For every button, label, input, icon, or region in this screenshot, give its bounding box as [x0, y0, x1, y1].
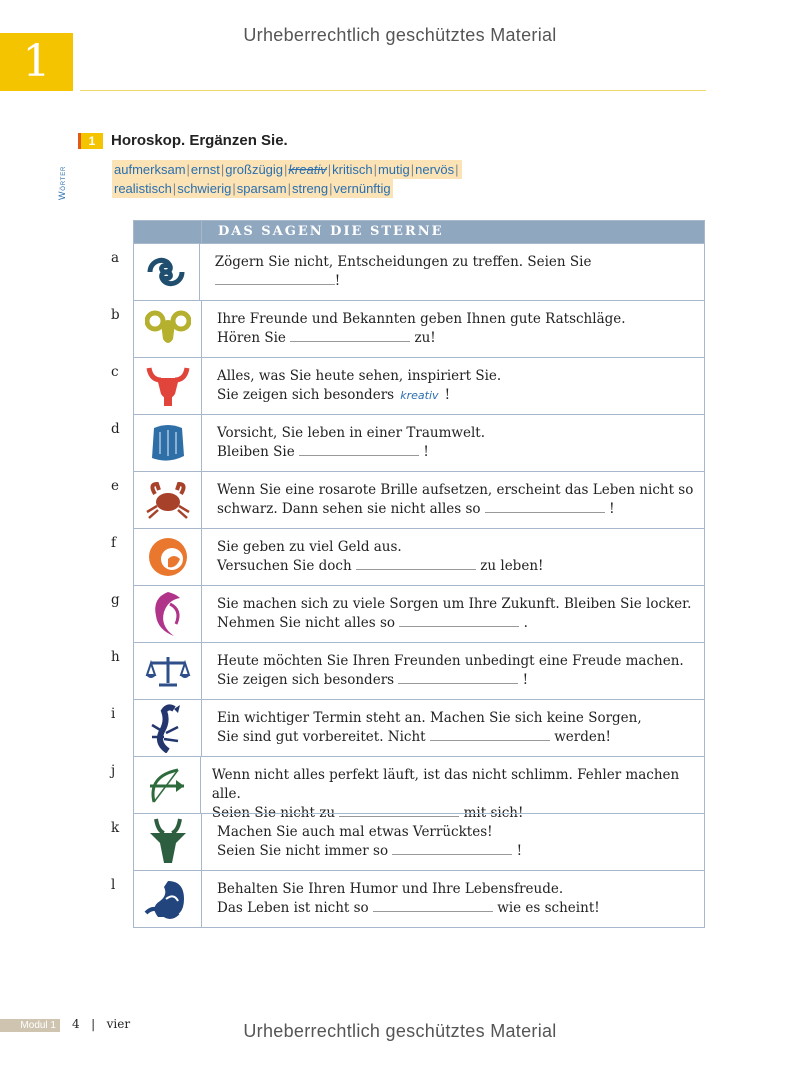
gemini-icon — [148, 422, 188, 464]
task-number: 1 — [78, 133, 103, 149]
sentence-before-blank: Zögern Sie nicht, Entscheidungen zu treffen. Seien Sie — [214, 254, 592, 270]
scorpio-icon — [148, 703, 188, 753]
zodiac-cell — [134, 358, 202, 414]
zodiac-cell — [134, 814, 202, 870]
word-bank-word: mutig — [377, 162, 410, 177]
sentence-line-1: Alles, was Sie heute sehen, inspiriert Sie. — [217, 368, 502, 384]
word-bank-word: großzügig — [225, 162, 284, 177]
sentence-line-2 — [217, 899, 600, 918]
table-row — [111, 414, 704, 471]
row-letter: d — [111, 421, 120, 437]
table-row — [111, 357, 704, 414]
sentence-line-2 — [217, 386, 501, 405]
horoscope-text — [202, 586, 691, 642]
word-bank-separator: | — [220, 162, 225, 177]
table-row — [111, 870, 704, 927]
word-bank-word: vernünftig — [333, 181, 391, 196]
sentence-after-blank: ! — [444, 387, 451, 403]
horoscope-text — [200, 244, 704, 300]
sentence-line-1: Machen Sie auch mal etwas Verrücktes! — [217, 824, 493, 840]
word-bank-line-2 — [112, 179, 393, 198]
sentence-line-1: Sie machen sich zu viele Sorgen um Ihre Zukunft. Bleiben Sie locker. — [217, 596, 692, 612]
sentence-after-blank: ! — [334, 273, 341, 289]
row-letter: l — [111, 877, 116, 893]
word-bank-word: sparsam — [236, 181, 287, 196]
word-bank-word: schwierig — [177, 181, 232, 196]
row-letter: g — [111, 592, 120, 608]
zodiac-cell — [134, 415, 202, 471]
sentence-line-2 — [217, 500, 693, 519]
sentence-before-blank: Sie zeigen sich besonders — [217, 672, 395, 688]
word-bank-separator: | — [287, 181, 292, 196]
word-bank-separator: | — [373, 162, 377, 177]
footer-page-info — [72, 1017, 130, 1031]
table-row — [111, 471, 704, 528]
sentence-before-blank: Das Leben ist nicht so — [217, 900, 369, 916]
horoscope-text — [202, 529, 543, 585]
sentence-before-blank: Sie sind gut vorbereitet. Nicht — [217, 729, 426, 745]
sentence-after-blank: mit sich! — [463, 805, 524, 821]
zodiac-cell — [134, 529, 202, 585]
word-bank-separator: | — [329, 181, 333, 196]
answer-blank[interactable] — [399, 614, 519, 627]
horoscope-text — [202, 643, 684, 699]
virgo-icon — [148, 590, 188, 638]
leo-icon — [146, 535, 190, 579]
taurus-icon — [145, 364, 191, 408]
sentence-before-blank: Hören Sie — [217, 330, 286, 346]
footer-page-number: 4 — [72, 1017, 80, 1031]
header-icon-column — [134, 221, 202, 243]
word-bank-separator: | — [410, 162, 415, 177]
answer-blank[interactable] — [430, 728, 550, 741]
sentence-line-2 — [217, 329, 626, 348]
sagittarius-icon — [144, 762, 190, 808]
table-header-title: DAS SAGEN DIE STERNE — [218, 224, 444, 239]
horoscope-table — [111, 220, 705, 928]
word-bank-separator: | — [455, 162, 459, 177]
word-bank-separator: | — [284, 162, 288, 177]
sentence-line-1: Ihre Freunde und Bekannten geben Ihnen gute Ratschläge. — [217, 311, 626, 327]
row-letter: j — [111, 763, 116, 779]
row-letter: h — [111, 649, 120, 665]
zodiac-cell — [134, 871, 202, 927]
sentence-before-blank: Nehmen Sie nicht alles so — [217, 615, 396, 631]
sentence-before-blank: Bleiben Sie — [217, 444, 295, 460]
row-letter: e — [111, 478, 119, 494]
word-bank-separator: | — [327, 162, 332, 177]
sentence-line-1: Sie geben zu viel Geld aus. — [217, 539, 402, 555]
horoscope-text — [202, 358, 501, 414]
footer-separator: | — [91, 1017, 96, 1031]
row-letter: f — [111, 535, 116, 551]
row-letter: b — [111, 307, 120, 323]
row-letter: k — [111, 820, 120, 836]
answer-blank[interactable] — [356, 557, 476, 570]
chapter-divider — [80, 90, 706, 91]
word-bank-word: kritisch — [332, 162, 373, 177]
answer-blank[interactable] — [299, 443, 419, 456]
sentence-line-1: Behalten Sie Ihren Humor und Ihre Lebensfreude. — [217, 881, 564, 897]
word-bank-word: nervös — [415, 162, 455, 177]
word-bank-line-1 — [112, 160, 462, 179]
table-row — [111, 528, 704, 585]
sentence-line-1: Wenn Sie eine rosarote Brille aufsetzen, erscheint das Leben nicht so — [217, 482, 694, 498]
sentence-line-1: Wenn nicht alles perfekt läuft, ist das nicht schlimm. Fehler machen alle. — [211, 767, 680, 802]
footer-module-tag: Modul 1 — [0, 1019, 60, 1032]
table-header — [134, 221, 704, 243]
word-bank-word: ernst — [190, 162, 220, 177]
sentence-line-2 — [217, 728, 642, 747]
sentence-line-2 — [217, 614, 691, 633]
sentence-line-1 — [215, 253, 704, 291]
table-row — [111, 813, 704, 870]
horoscope-text — [202, 871, 600, 927]
sentence-after-blank: ! — [423, 444, 429, 460]
zodiac-cell — [134, 643, 202, 699]
horoscope-text — [202, 700, 642, 756]
answer-blank[interactable] — [398, 671, 518, 684]
sentence-line-2 — [217, 842, 522, 861]
word-bank-separator: | — [232, 181, 236, 196]
horoscope-text — [202, 301, 626, 357]
watermark-bottom: Urheberrechtlich geschütztes Material — [243, 1021, 557, 1041]
row-letter: i — [111, 706, 116, 722]
table-row — [111, 300, 704, 357]
aquarius-icon — [144, 877, 192, 921]
zodiac-cell — [134, 472, 202, 528]
aries-icon — [145, 309, 191, 349]
table-row — [111, 243, 704, 300]
chapter-number-badge: 1 — [0, 33, 73, 91]
sentence-before-blank: schwarz. Dann sehen sie nicht alles so — [217, 501, 481, 517]
word-bank-word: realistisch — [114, 181, 172, 196]
answer-blank[interactable] — [392, 842, 512, 855]
word-bank-separator: | — [186, 162, 190, 177]
answer-filled[interactable]: kreativ — [400, 389, 439, 402]
side-label: Wörter — [57, 165, 67, 200]
task-heading — [78, 132, 288, 149]
zodiac-cell — [134, 586, 202, 642]
sentence-before-blank: Versuchen Sie doch — [217, 558, 352, 574]
libra-icon — [145, 653, 191, 689]
row-letter: a — [111, 250, 120, 266]
sentence-after-blank: ! — [609, 501, 615, 517]
table-row — [111, 585, 704, 642]
sentence-after-blank: zu leben! — [480, 558, 544, 574]
sentence-line-2 — [217, 443, 485, 462]
table-body — [111, 243, 704, 927]
answer-blank[interactable] — [215, 272, 335, 285]
horoscope-text — [202, 814, 522, 870]
word-bank-word: streng — [292, 181, 329, 196]
row-letter: c — [111, 364, 119, 380]
cancer-icon — [145, 480, 191, 520]
sentence-line-1: Heute möchten Sie Ihren Freunden unbedingt eine Freude machen. — [217, 653, 684, 669]
answer-blank[interactable] — [485, 500, 605, 513]
zodiac-cell — [134, 757, 201, 813]
table-row — [111, 642, 704, 699]
zodiac-cell — [134, 301, 202, 357]
zodiac-cell — [134, 700, 202, 756]
answer-blank[interactable] — [290, 329, 410, 342]
word-bank-word: aufmerksam — [114, 162, 186, 177]
watermark-top: Urheberrechtlich geschütztes Material — [243, 25, 557, 45]
sentence-line-2 — [217, 557, 543, 576]
horoscope-text — [202, 415, 485, 471]
table-row — [111, 756, 704, 821]
table-row — [111, 699, 704, 756]
word-bank — [112, 160, 512, 198]
horoscope-text — [201, 757, 704, 821]
sentence-line-1: Ein wichtiger Termin steht an. Machen Sie sich keine Sorgen, — [217, 710, 642, 726]
word-bank-separator: | — [172, 181, 177, 196]
sentence-after-blank: . — [523, 615, 528, 631]
task-title: Horoskop. Ergänzen Sie. — [111, 132, 288, 149]
sentence-line-2 — [217, 671, 684, 690]
sentence-after-blank: werden! — [554, 729, 611, 745]
sentence-line-1: Vorsicht, Sie leben in einer Traumwelt. — [217, 425, 485, 441]
horoscope-text — [202, 472, 693, 528]
sentence-after-blank: ! — [522, 672, 529, 688]
zodiac-cell — [134, 244, 200, 300]
sentence-before-blank: Seien Sie nicht immer so — [217, 843, 389, 859]
sentence-before-blank: Seien Sie nicht zu — [211, 805, 336, 821]
word-bank-word: kreativ — [288, 162, 327, 177]
sentence-after-blank: wie es scheint! — [497, 900, 600, 916]
answer-blank[interactable] — [373, 899, 493, 912]
sentence-after-blank: ! — [516, 843, 523, 859]
footer-page-word: vier — [106, 1017, 131, 1031]
sentence-after-blank: zu! — [414, 330, 436, 346]
capricorn-icon — [146, 817, 190, 867]
pisces-icon — [144, 252, 188, 292]
sentence-before-blank: Sie zeigen sich besonders — [217, 387, 395, 403]
